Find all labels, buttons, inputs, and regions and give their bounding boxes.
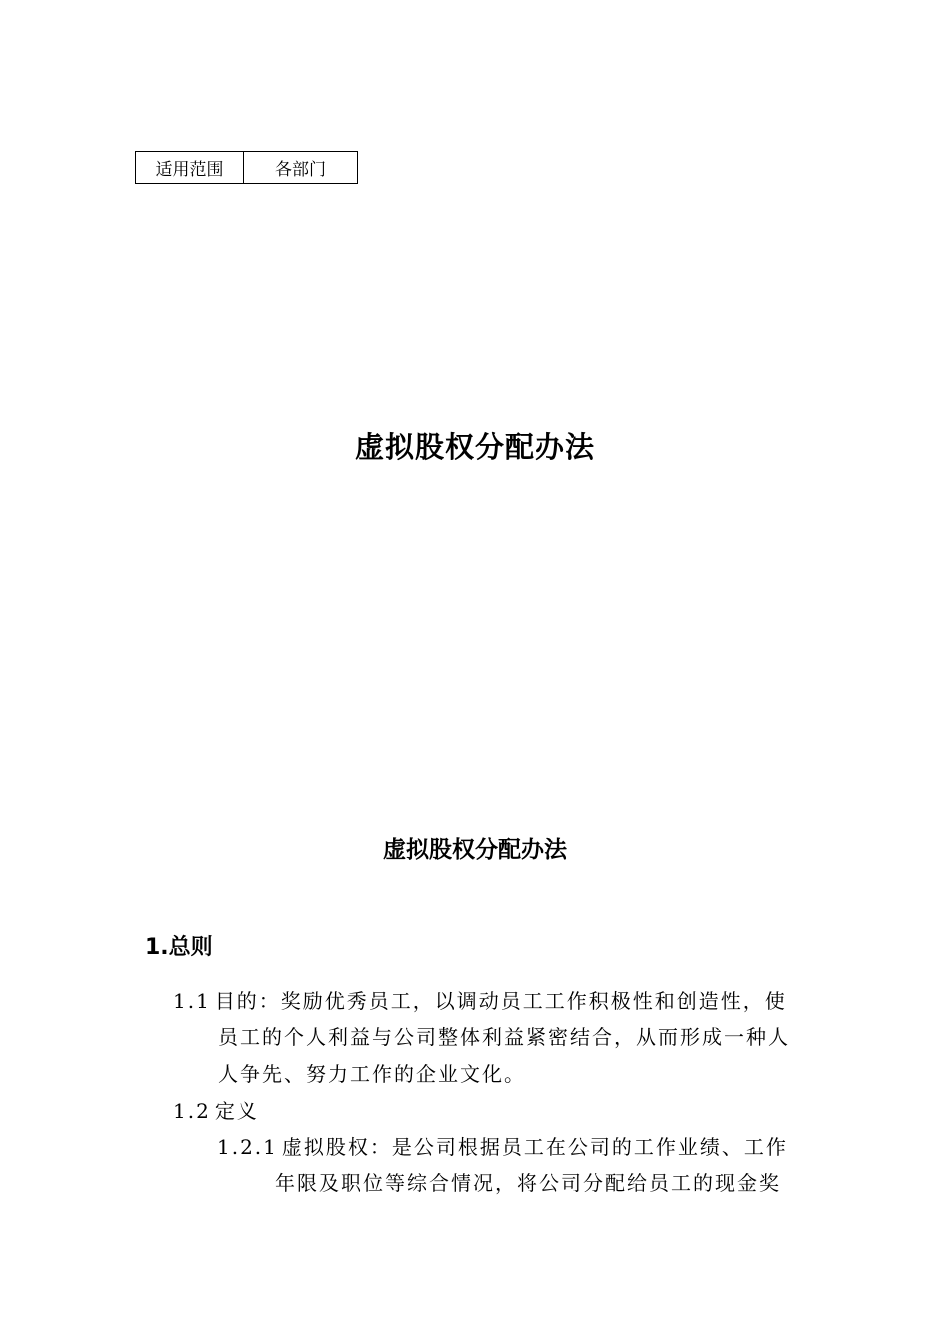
item-1-1-text-1: 目的：奖励优秀员工，以调动员工工作积极性和创造性，使 [214,989,787,1013]
cover-title: 虚拟股权分配办法 [354,430,595,464]
item-1-1-line-1 [173,985,787,1014]
item-1-2-line [173,1095,259,1124]
item-1-2-1-number: 1.2.1 [217,1135,278,1159]
item-1-2-1-line-1 [217,1131,788,1160]
item-1-2-text: 定义 [214,1099,259,1123]
item-1-1-line-2: 员工的个人利益与公司整体利益紧密结合，从而形成一种人 [218,1025,790,1049]
scope-table [135,151,358,184]
item-1-1-number: 1.1 [173,989,211,1013]
scope-label: 适用范围 [136,152,244,184]
scope-row [136,152,358,184]
scope-value: 各部门 [244,152,358,184]
item-1-2-1-text-1: 虚拟股权：是公司根据员工在公司的工作业绩、工作 [281,1135,788,1159]
item-1-2-1-line-2: 年限及职位等综合情况，将公司分配给员工的现金奖 [275,1171,781,1195]
item-1-1-line-3: 人争先、努力工作的企业文化。 [218,1062,526,1086]
section-heading-general: 1.总则 [145,935,213,960]
document-title: 虚拟股权分配办法 [383,837,567,863]
item-1-2-number: 1.2 [173,1099,211,1123]
